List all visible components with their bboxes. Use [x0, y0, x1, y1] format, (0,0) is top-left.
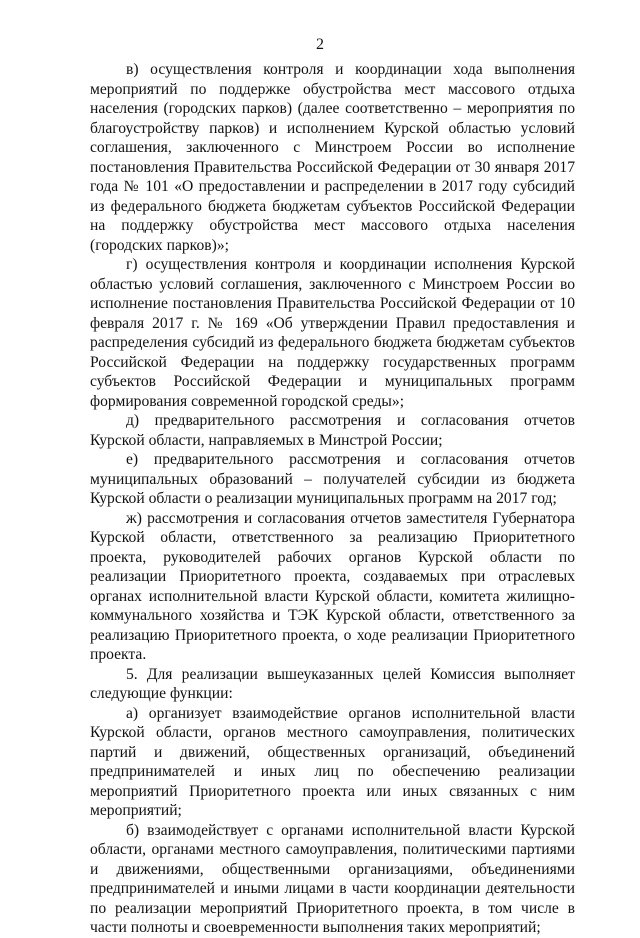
- paragraph-v: в) осуществления контроля и координации хода выполнения мероприятий по поддержке обустройства мест массового отдыха населения (городских парков) (далее соответственно – мероприятия по благоустройству парков) и исполнением Курской областью условий соглашения, заключенного с Минстроем России во исполнение постановления Правительства Российской Федерации от 30 января 2017 года № 101 «О предоставлении и распределении в 2017 году субсидий из федерального бюджета бюджетам субъектов Российской Федерации на поддержку обустройства мест массового отдыха населения (городских парков)»;: [90, 61, 575, 254]
- paragraph-d: д) предварительного рассмотрения и согласования отчетов Курской области, направляемых в Минстрой России;: [90, 412, 575, 449]
- paragraph-section-5: 5. Для реализации вышеуказанных целей Комиссия выполняет следующие функции:: [90, 665, 575, 702]
- document-body: [90, 60, 575, 938]
- paragraph-zh: ж) рассмотрения и согласования отчетов заместителя Губернатора Курской области, ответственного за реализацию Приоритетного проекта, руководителей рабочих органов Курской области по реализации Приоритетного проекта, создаваемых при отраслевых органах исполнительной власти Курской области, комитета жилищно-коммунального хозяйства и ТЭК Курской области, ответственного за реализацию Приоритетного проекта, о ходе реализации Приоритетного проекта.: [90, 509, 575, 663]
- paragraph-g: г) осуществления контроля и координации исполнения Курской областью условий соглашения, заключенного с Минстроем России во исполнение постановления Правительства Российской Федерации от 10 февраля 2017 г. № 169 «Об утверждении Правил предоставления и распределения субсидий из федерального бюджета бюджетам субъектов Российской Федерации на поддержку государственных программ субъектов Российской Федерации и муниципальных программ формирования современной городской среды»;: [90, 256, 575, 410]
- paragraph-b: б) взаимодействует с органами исполнительной власти Курской области, органами местного самоуправления, политическими партиями и движениями, общественными организациями, объединениями предпринимателей и иными лицами в части координации деятельности по реализации мероприятий Приоритетного проекта, в том числе в части полноты и своевременности выполнения таких мероприятий;: [90, 821, 575, 936]
- page-number: 2: [316, 36, 324, 53]
- paragraph-e: е) предварительного рассмотрения и согласования отчетов муниципальных образований – получателей субсидии из бюджета Курской области о реализации муниципальных программ на 2017 год;: [90, 451, 575, 507]
- paragraph-a: а) организует взаимодействие органов исполнительной власти Курской области, органов местного самоуправления, политических партий и движений, общественных организаций, объединений предпринимателей и иных лиц по обеспечению реализации мероприятий Приоритетного проекта или иных связанных с ним мероприятий;: [90, 704, 575, 819]
